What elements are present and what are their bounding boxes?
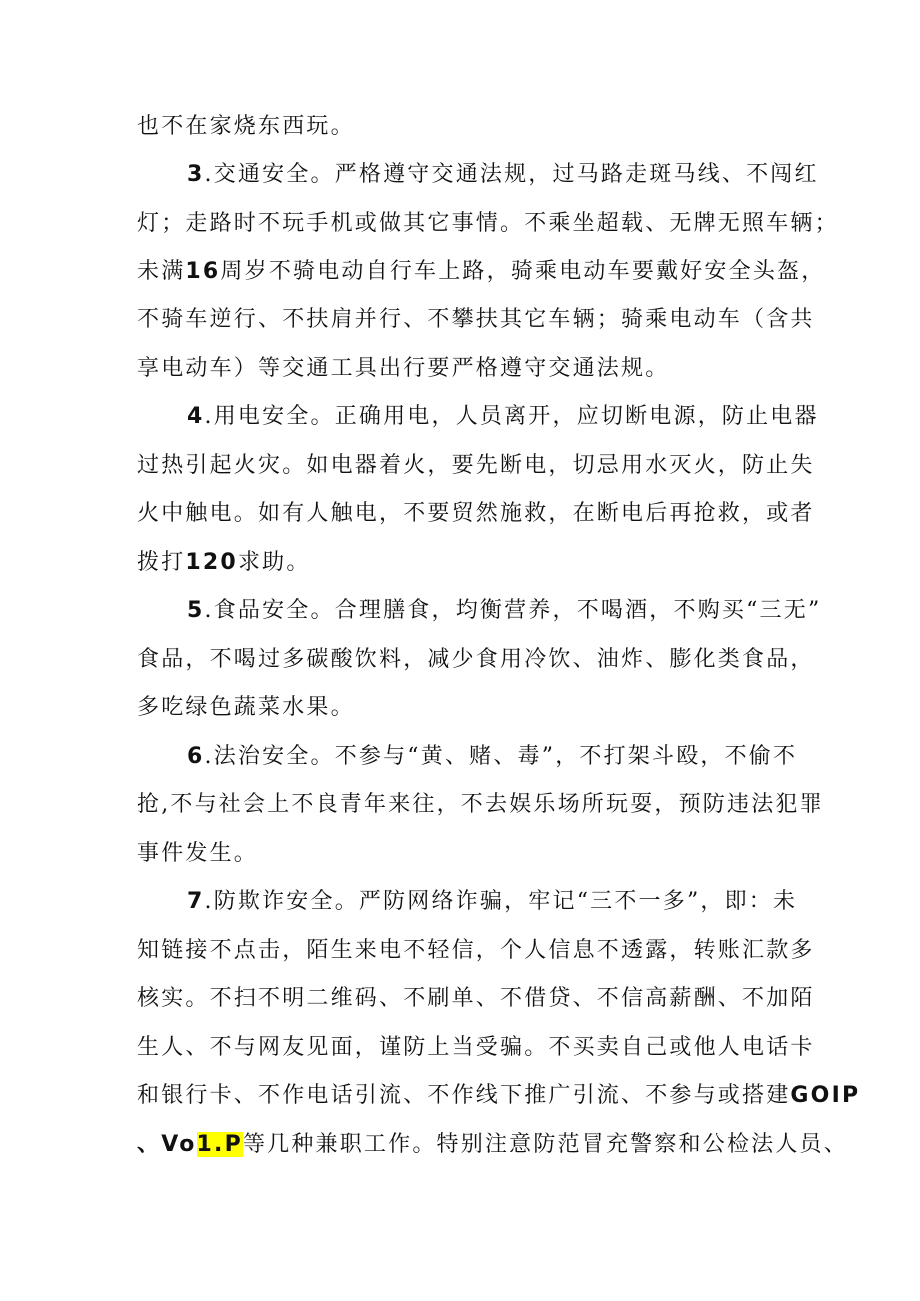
section-number: 5: [187, 598, 205, 623]
section-6-heading-line: 6.法治安全。不参与“黄、赌、毒”，不打架斗殴，不偷不: [187, 744, 798, 769]
text-line: 拨打120求助。: [137, 550, 311, 575]
section-3-heading-line: 3.交通安全。严格遵守交通法规，过马路走斑马线、不闯红: [187, 162, 819, 187]
text-line: 火中触电。如有人触电，不要贸然施救，在断电后再抢救，或者: [137, 501, 815, 526]
highlighted-text: 1.P: [196, 1132, 243, 1157]
section-number: 4: [187, 404, 205, 429]
section-7-heading-line: 7.防欺诈安全。严防网络诈骗，牢记“三不一多”，即：未: [187, 889, 798, 914]
text-line: 事件发生。: [137, 841, 259, 866]
text-line: 知链接不点击，陌生来电不轻信，个人信息不透露，转账汇款多: [137, 938, 815, 963]
section-number: 7: [187, 889, 205, 914]
text-line: 、Vo1.P等几种兼职工作。特别注意防范冒充警察和公检法人员、: [137, 1132, 848, 1157]
section-number: 6: [187, 744, 205, 769]
text-line: 抢,不与社会上不良青年来往，不去娱乐场所玩耍，预防违法犯罪: [137, 792, 824, 817]
text-line: 和银行卡、不作电话引流、不作线下推广引流、不参与或搭建GOIP: [137, 1083, 861, 1108]
text-line: 核实。不扫不明二维码、不刷单、不借贷、不信高薪酬、不加陌: [137, 986, 815, 1011]
text-line: 未满16周岁不骑电动自行车上路，骑乘电动车要戴好安全头盔，: [137, 259, 826, 284]
text-line: 过热引起火灾。如电器着火，要先断电，切忌用水灭火，防止失: [137, 453, 815, 478]
section-5-heading-line: 5.食品安全。合理膳食，均衡营养，不喝酒，不购买“三无”: [187, 598, 822, 623]
text-line: 生人、不与网友见面，谨防上当受骗。不买卖自己或他人电话卡: [137, 1035, 815, 1060]
section-number: 3: [187, 162, 205, 187]
text-line: 也不在家烧东西玩。: [137, 114, 355, 139]
text-line: 食品，不喝过多碳酸饮料，减少食用冷饮、油炸、膨化类食品，: [137, 647, 815, 672]
section-4-heading-line: 4.用电安全。正确用电，人员离开，应切断电源，防止电器: [187, 404, 819, 429]
text-line: 多吃绿色蔬菜水果。: [137, 695, 355, 720]
text-line: 灯；走路时不玩手机或做其它事情。不乘坐超载、无牌无照车辆；: [137, 211, 839, 236]
text-line: 享电动车）等交通工具出行要严格遵守交通法规。: [137, 356, 670, 381]
text-line: 不骑车逆行、不扶肩并行、不攀扶其它车辆；骑乘电动车（含共: [137, 307, 815, 332]
